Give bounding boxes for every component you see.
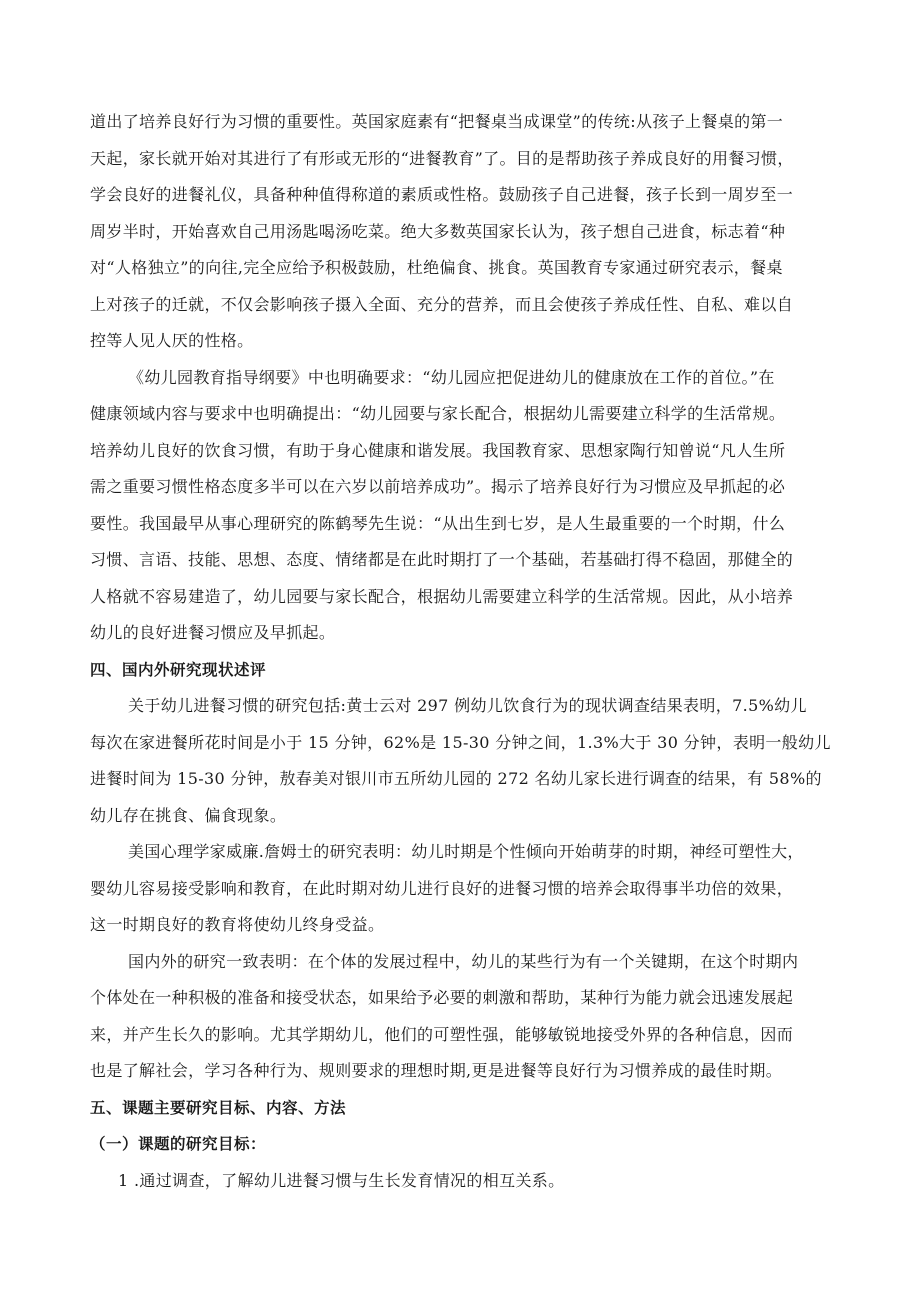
paragraph-eating-habit-research bbox=[90, 688, 832, 834]
list-item-objective-1: 1 .通过调查，了解幼儿进餐习惯与生长发育情况的相互关系。 bbox=[118, 1170, 565, 1190]
paragraph-critical-period bbox=[90, 944, 832, 1090]
text-line: 培养幼儿良好的饮食习惯，有助于身心健康和谐发展。我国教育家、思想家陶行知曾说“凡人生所 bbox=[90, 440, 786, 460]
paragraph-kindergarten-guideline bbox=[90, 360, 832, 652]
text-line: 学会良好的进餐礼仪，具备种种值得称道的素质或性格。鼓励孩子自己进餐，孩子长到一周岁至一 bbox=[90, 185, 794, 204]
text-line: 来，并产生长久的影响。尤其学期幼儿，他们的可塑性强，能够敏锐地接受外界的各种信息，因而 bbox=[90, 1024, 794, 1044]
text-line: 进餐时间为 15-30 分钟，敖春美对银川市五所幼儿园的 272 名幼儿家长进行调查的结果，有 58%的 bbox=[90, 769, 822, 788]
text-line: 《幼儿园教育指导纲要》中也明确要求：“幼儿园应把促进幼儿的健康放在工作的首位。”在 bbox=[128, 367, 775, 387]
text-line: 上对孩子的迁就，不仅会影响孩子摄入全面、充分的营养，而且会使孩子养成任性、自私、难以自 bbox=[90, 294, 794, 314]
text-line: 婴幼儿容易接受影响和教育，在此时期对幼儿进行良好的进餐习惯的培养会取得事半功倍的效果， bbox=[90, 878, 794, 898]
text-line: 关于幼儿进餐习惯的研究包括:黄士云对 297 例幼儿饮食行为的现状调查结果表明，7.5%幼儿 bbox=[128, 696, 807, 715]
text-line: 幼儿存在挑食、偏食现象。 bbox=[90, 805, 287, 825]
paragraph-english-dining-education bbox=[90, 104, 832, 360]
text-line: 道出了培养良好行为习惯的重要性。英国家庭素有“把餐桌当成课堂”的传统:从孩子上餐桌的第一 bbox=[90, 112, 784, 131]
text-line: 控等人见人厌的性格。 bbox=[90, 331, 254, 350]
text-line: 健康领域内容与要求中也明确提出：“幼儿园要与家长配合，根据幼儿需要建立科学的生活常规。 bbox=[90, 404, 786, 423]
section-heading-research-goals: 五、课题主要研究目标、内容、方法 bbox=[90, 1098, 347, 1117]
text-line: 对“人格独立”的向往,完全应给予积极鼓励，杜绝偏食、挑食。英国教育专家通过研究表示，餐桌 bbox=[90, 258, 783, 277]
text-line: 需之重要习惯性格态度多半可以在六岁以前培养成功”。揭示了培养良好行为习惯应及早抓起的必 bbox=[90, 477, 786, 496]
text-line: 国内外的研究一致表明：在个体的发展过程中，幼儿的某些行为有一个关键期，在这个时期内 bbox=[128, 951, 799, 971]
text-line: 美国心理学家威廉.詹姆士的研究表明：幼儿时期是个性倾向开始萌芽的时期，神经可塑性大， bbox=[128, 842, 804, 861]
text-line: 天起，家长就开始对其进行了有形或无形的“进餐教育”了。目的是帮助孩子养成良好的用餐习惯， bbox=[90, 148, 794, 168]
document-body bbox=[90, 104, 832, 1199]
subsection-heading-research-objectives: （一）课题的研究目标： bbox=[90, 1135, 267, 1153]
text-line: 习惯、言语、技能、思想、态度、情绪都是在此时期打了一个基础，若基础打得不稳固，那健全的 bbox=[90, 550, 794, 569]
text-line: 这一时期良好的教育将使幼儿终身受益。 bbox=[90, 915, 385, 934]
section-heading-research-review: 四、国内外研究现状述评 bbox=[90, 660, 267, 679]
text-line: 要性。我国最早从事心理研究的陈鹤琴先生说：“从出生到七岁，是人生最重要的一个时期，什么 bbox=[90, 513, 786, 533]
paragraph-william-james bbox=[90, 834, 832, 944]
text-line: 个体处在一种积极的准备和接受状态，如果给予必要的刺激和帮助，某种行为能力就会迅速发展起 bbox=[90, 988, 794, 1007]
text-line: 周岁半时，开始喜欢自己用汤匙喝汤吃菜。绝大多数英国家长认为，孩子想自己进食，标志着“种 bbox=[90, 221, 786, 241]
text-line: 人格就不容易建造了，幼儿园要与家长配合，根据幼儿需要建立科学的生活常规。因此，从小培养 bbox=[90, 586, 794, 606]
text-line: 幼儿的良好进餐习惯应及早抓起。 bbox=[90, 623, 336, 642]
text-line: 也是了解社会，学习各种行为、规则要求的理想时期,更是进餐等良好行为习惯养成的最佳时期。 bbox=[90, 1061, 783, 1080]
text-line: 每次在家进餐所花时间是小于 15 分钟，62%是 15-30 分钟之间，1.3%大于 30 分钟，表明一般幼儿 bbox=[90, 732, 831, 752]
